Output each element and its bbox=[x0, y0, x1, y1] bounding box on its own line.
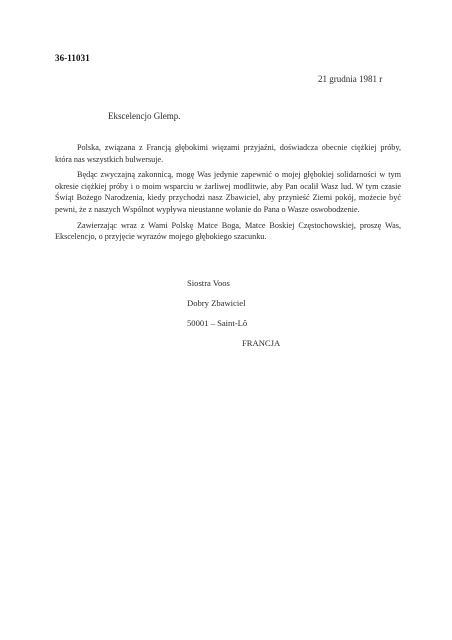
signature-name: Siostra Voos bbox=[187, 278, 230, 288]
paragraph-2: Będąc zwyczajną zakonnicą, mogę Was jedynie zapewnić o mojej głębokiej solidarności w tym okresie ciężkiej próby i o moim wsparciu w żarliwej modlitwie, aby Pan ocalił Wasz lud. W tym czasie Świąt Bożego Narodzenia, kiedy przychodzi nasz Zbawiciel, aby przynieść Ziemi pokój, możecie być pewni, że z naszych Wspólnot wypływa nieustanne wołanie do Pana o Wasze oswobodzenie. bbox=[55, 170, 401, 214]
reference-number: 36-11031 bbox=[55, 53, 90, 63]
signature-address: 50001 – Saint-Lô bbox=[187, 318, 248, 328]
letter-date: 21 grudnia 1981 r bbox=[318, 74, 383, 84]
signature-line-2: Dobry Zbawiciel bbox=[187, 298, 246, 308]
signature-country: FRANCJA bbox=[242, 338, 281, 348]
paragraph-1: Polska, związana z Francją głębokimi więzami przyjaźni, doświadcza obecnie ciężkiej próby, która nas wszystkich bulwersuje. bbox=[55, 143, 401, 164]
letter-body bbox=[55, 142, 401, 247]
paragraph-3: Zawierzając wraz z Wami Polskę Matce Boga, Matce Boskiej Częstochowskiej, proszę Was, Ekscelencjo, o przyjęcie wyrazów mojego głębokiego szacunku. bbox=[55, 220, 401, 242]
salutation: Ekscelencjo Glemp. bbox=[108, 111, 181, 121]
signature-block bbox=[187, 278, 280, 358]
